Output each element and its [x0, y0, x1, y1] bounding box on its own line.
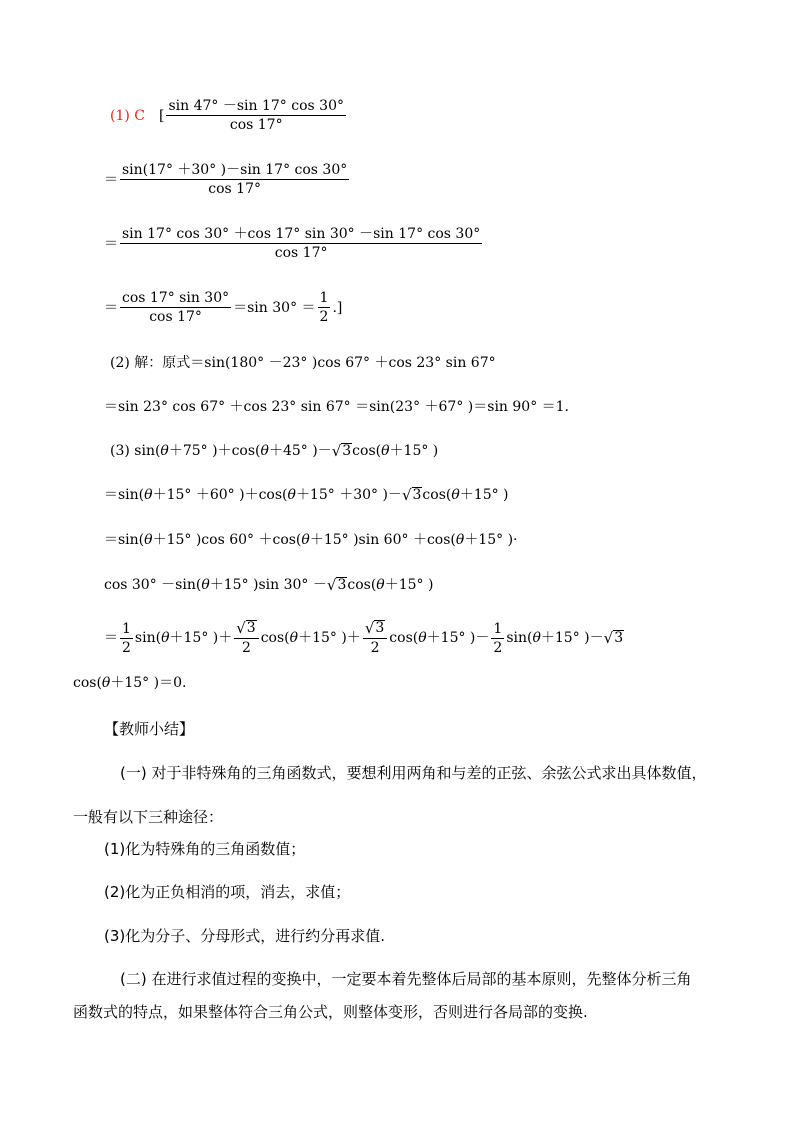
part1-line4: ＝ $\frac{\cos 17^\circ \sin 30^\circ}{\cos 17^\circ}$ ＝sin 30° ＝ $\frac{1}{2}$ .]: [104, 290, 343, 325]
fraction-half: $\frac{1}{2}$: [122, 620, 131, 656]
fraction-half: $\frac{1}{2}$: [493, 620, 503, 656]
denominator: cos 17°: [229, 117, 283, 133]
numerator: sin 47° －sin 17° cos 30°: [168, 98, 344, 114]
part2-line2: ＝sin 23° cos 67° ＋cos 23° sin 67° ＝sin(23° ＋67° )＝sin 90° ＝1.: [104, 399, 570, 415]
part3-line1: (3) sin( θ ＋75° )＋cos( θ ＋45° )－ √ 3 cos( θ ＋15° ): [110, 442, 439, 460]
sqrt-3: √ 3: [331, 442, 352, 460]
fraction: $\frac{\sin(17^\circ +30^\circ )-\sin 17^\circ \cos 30^\circ}{\cos 17^\circ}$: [122, 162, 348, 197]
summary-heading: 【教师小结】: [104, 720, 195, 738]
summary-p2-line2: 函数式的特点，如果整体符合三角公式，则整体变形，否则进行各局部的变换.: [73, 1003, 588, 1021]
part3-line3: ＝sin( θ ＋15° )cos 60° ＋cos( θ ＋15° )sin 60° ＋cos( θ ＋15° )·: [104, 532, 518, 548]
part1-line2: ＝ $\frac{\sin(17^\circ +30^\circ )-\sin 17^\circ \cos 30^\circ}{\cos 17^\circ}$: [104, 162, 348, 197]
fraction: $\frac{\sin 17^\circ \cos 30^\circ +\cos 17^\circ \sin 30^\circ -\sin 17^\circ \cos 30^\circ}{\cos 17^\circ}$: [122, 226, 481, 261]
fraction-half: $\frac{1}{2}$: [319, 290, 329, 325]
fraction: $\frac{\cos 17^\circ \sin 30^\circ}{\cos 17^\circ}$: [122, 290, 230, 325]
sqrt-3: √ 3: [401, 486, 422, 504]
summary-p1-line2: 一般有以下三种途径：: [73, 808, 224, 826]
summary-item3: (3)化为分子、分母形式，进行约分再求值.: [104, 927, 386, 945]
part3-line4: cos 30° －sin( θ ＋15° )sin 30° － √ 3 cos( θ ＋15° ): [104, 576, 434, 594]
part2-line1: (2) 解：原式＝sin(180° －23° )cos 67° ＋cos 23° sin 67°: [110, 355, 496, 371]
summary-p2-line1: (二) 在进行求值过程的变换中，一定要本着先整体后局部的基本原则，先整体分析三角: [120, 970, 692, 988]
bracket-open: [: [159, 107, 165, 124]
answer-label: (1) C: [110, 107, 145, 124]
fraction-sqrt3-over-2: √ 3 2: [234, 620, 258, 656]
fraction-sqrt3-over-2: √ 3 2: [363, 620, 387, 656]
fraction: [166, 98, 346, 133]
part3-line5: ＝ $\frac{1}{2}$ sin( θ ＋15° )＋ √ 3 2 cos( θ ＋15° )＋ √ 3 2 cos( θ ＋15° )－ $\frac{1}{2}$ sin( θ ＋15° )－ √ 3: [104, 619, 624, 656]
summary-p1-line1: (一) 对于非特殊角的三角函数式，要想利用两角和与差的正弦、余弦公式求出具体数值，: [120, 764, 707, 782]
sqrt-3: √ 3: [326, 576, 347, 594]
sqrt-3: √ 3: [603, 629, 624, 647]
part3-line6: cos( θ ＋15° )＝0.: [73, 675, 187, 691]
part1-line1: [110, 98, 348, 133]
sqrt-3: √ 3: [364, 619, 385, 637]
sqrt-3: √ 3: [236, 619, 256, 637]
summary-item2: (2)化为正负相消的项，消去，求值；: [104, 883, 351, 901]
summary-item1: (1)化为特殊角的三角函数值；: [104, 840, 306, 858]
part3-line2: ＝sin( θ ＋15° ＋60° )＋cos( θ ＋15° ＋30° )－ √ 3 cos( θ ＋15° ): [104, 486, 509, 504]
part1-line3: ＝ $\frac{\sin 17^\circ \cos 30^\circ +\cos 17^\circ \sin 30^\circ -\sin 17^\circ \cos 30^\circ}{\cos 17^\circ}$: [104, 226, 481, 261]
